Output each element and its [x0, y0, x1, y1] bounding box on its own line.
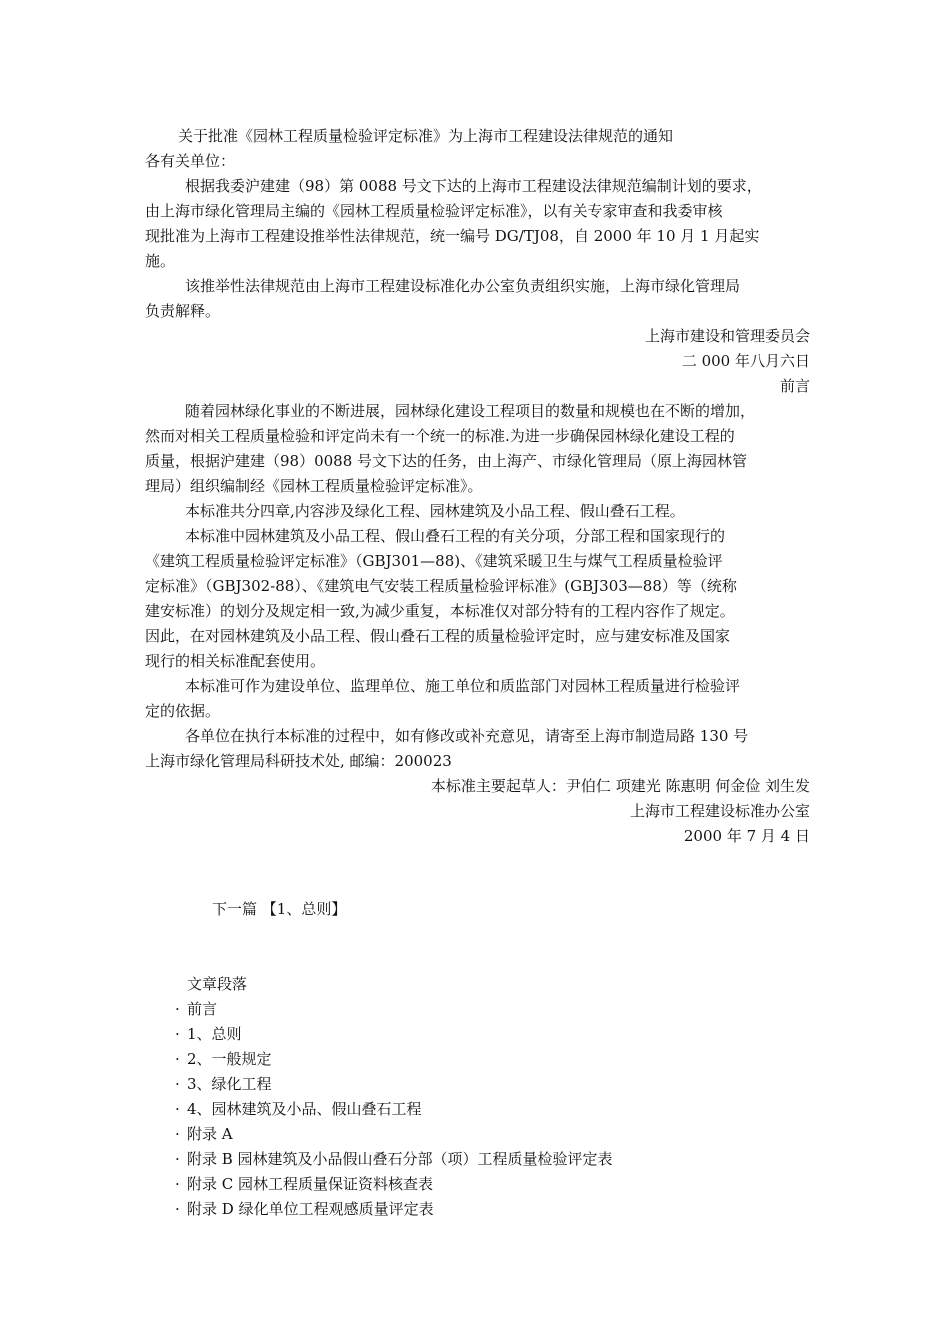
preface-paragraph-line: 理局）组织编制经《园林工程质量检验评定标准》。 [145, 477, 483, 495]
next-article-nav [212, 897, 346, 922]
toc-item-appendix-b[interactable]: · 附录 B 园林建筑及小品假山叠石分部（项）工程质量检验评定表 [175, 1147, 613, 1172]
bullet-icon: · [175, 1000, 180, 1018]
preface-date: 2000 年 7 月 4 日 [683, 827, 810, 845]
next-article-prefix: 下一篇 [212, 900, 258, 918]
preface-paragraph-line: 然而对相关工程质量检验和评定尚未有一个统一的标准.为进一步确保园林绿化建设工程的 [145, 427, 735, 445]
notice-paragraph-line: 负责解释。 [145, 302, 221, 320]
toc-title: 文章段落 [187, 975, 248, 993]
toc-list [175, 997, 613, 1222]
preface-paragraph-line: 各单位在执行本标准的过程中，如有修改或补充意见，请寄至上海市制造局路 130 号 [185, 727, 749, 745]
next-article-link[interactable]: 【1、总则】 [261, 900, 347, 918]
bullet-icon: · [175, 1125, 180, 1143]
bullet-icon: · [175, 1100, 180, 1118]
preface-paragraph-line: 随着园林绿化事业的不断进展，园林绿化建设工程项目的数量和规模也在不断的增加， [185, 402, 756, 420]
toc-item-preface[interactable]: · 前言 [175, 997, 613, 1022]
bullet-icon: · [175, 1050, 180, 1068]
preface-paragraph-line: 上海市绿化管理局科研技术处, 邮编：200023 [145, 752, 452, 770]
preface-drafters: 本标准主要起草人：尹伯仁 项建光 陈惠明 何金俭 刘生发 [430, 777, 810, 795]
toc-item-greening[interactable]: · 3、绿化工程 [175, 1072, 613, 1097]
toc-item-appendix-a[interactable]: · 附录 A [175, 1122, 613, 1147]
bullet-icon: · [175, 1175, 180, 1193]
preface-paragraph-line: 质量，根据沪建建（98）0088 号文下达的任务，由上海产、市绿化管理局（原上海园林管 [145, 452, 748, 470]
notice-salutation: 各有关单位： [145, 152, 236, 170]
notice-title: 关于批准《园林工程质量检验评定标准》为上海市工程建设法律规范的通知 [178, 127, 674, 145]
preface-office: 上海市工程建设标准办公室 [629, 802, 810, 820]
notice-paragraph-line: 由上海市绿化管理局主编的《园林工程质量检验评定标准》，以有关专家审查和我委审核 [145, 202, 723, 220]
preface-paragraph-line: 本标准共分四章,内容涉及绿化工程、园林建筑及小品工程、假山叠石工程。 [185, 502, 685, 520]
toc-item-general[interactable]: · 1、总则 [175, 1022, 613, 1047]
notice-paragraph-line: 现批准为上海市工程建设推举性法律规范，统一编号 DG/TJ08，自 2000 年 10 月 1 月起实 [145, 227, 760, 245]
preface-heading: 前言 [779, 377, 810, 395]
bullet-icon: · [175, 1075, 180, 1093]
preface-paragraph-line: 建安标准）的划分及规定相一致,为减少重复，本标准仅对部分特有的工程内容作了规定。 [145, 602, 735, 620]
toc-item-appendix-d[interactable]: · 附录 D 绿化单位工程观感质量评定表 [175, 1197, 613, 1222]
bullet-icon: · [175, 1150, 180, 1168]
preface-paragraph-line: 因此，在对园林建筑及小品工程、假山叠石工程的质量检验评定时，应与建安标准及国家 [145, 627, 731, 645]
preface-paragraph-line: 定的依据。 [145, 702, 221, 720]
notice-paragraph-line: 施。 [145, 252, 176, 270]
toc-item-garden-buildings[interactable]: · 4、园林建筑及小品、假山叠石工程 [175, 1097, 613, 1122]
preface-paragraph-line: 现行的相关标准配套使用。 [145, 652, 326, 670]
bullet-icon: · [175, 1200, 180, 1218]
preface-paragraph-line: 定标准》（GBJ302-88）、《建筑电气安装工程质量检验评标准》(GBJ303—88）等（统称 [145, 577, 737, 595]
notice-paragraph-line: 根据我委沪建建（98）第 0088 号文下达的上海市工程建设法律规范编制计划的要求， [185, 177, 762, 195]
toc-item-general-rules[interactable]: · 2、一般规定 [175, 1047, 613, 1072]
bullet-icon: · [175, 1025, 180, 1043]
toc-item-appendix-c[interactable]: · 附录 C 园林工程质量保证资料核查表 [175, 1172, 613, 1197]
notice-signer: 上海市建设和管理委员会 [644, 327, 810, 345]
notice-paragraph-line: 该推举性法律规范由上海市工程建设标准化办公室负责组织实施，上海市绿化管理局 [185, 277, 741, 295]
preface-paragraph-line: 本标准中园林建筑及小品工程、假山叠石工程的有关分项，分部工程和国家现行的 [185, 527, 726, 545]
preface-paragraph-line: 本标准可作为建设单位、监理单位、施工单位和质监部门对园林工程质量进行检验评 [185, 677, 741, 695]
notice-date: 二 000 年八月六日 [681, 352, 810, 370]
preface-paragraph-line: 《建筑工程质量检验评定标准》（GBJ301—88)、《建筑采暖卫生与煤气工程质量检验评 [145, 552, 723, 570]
